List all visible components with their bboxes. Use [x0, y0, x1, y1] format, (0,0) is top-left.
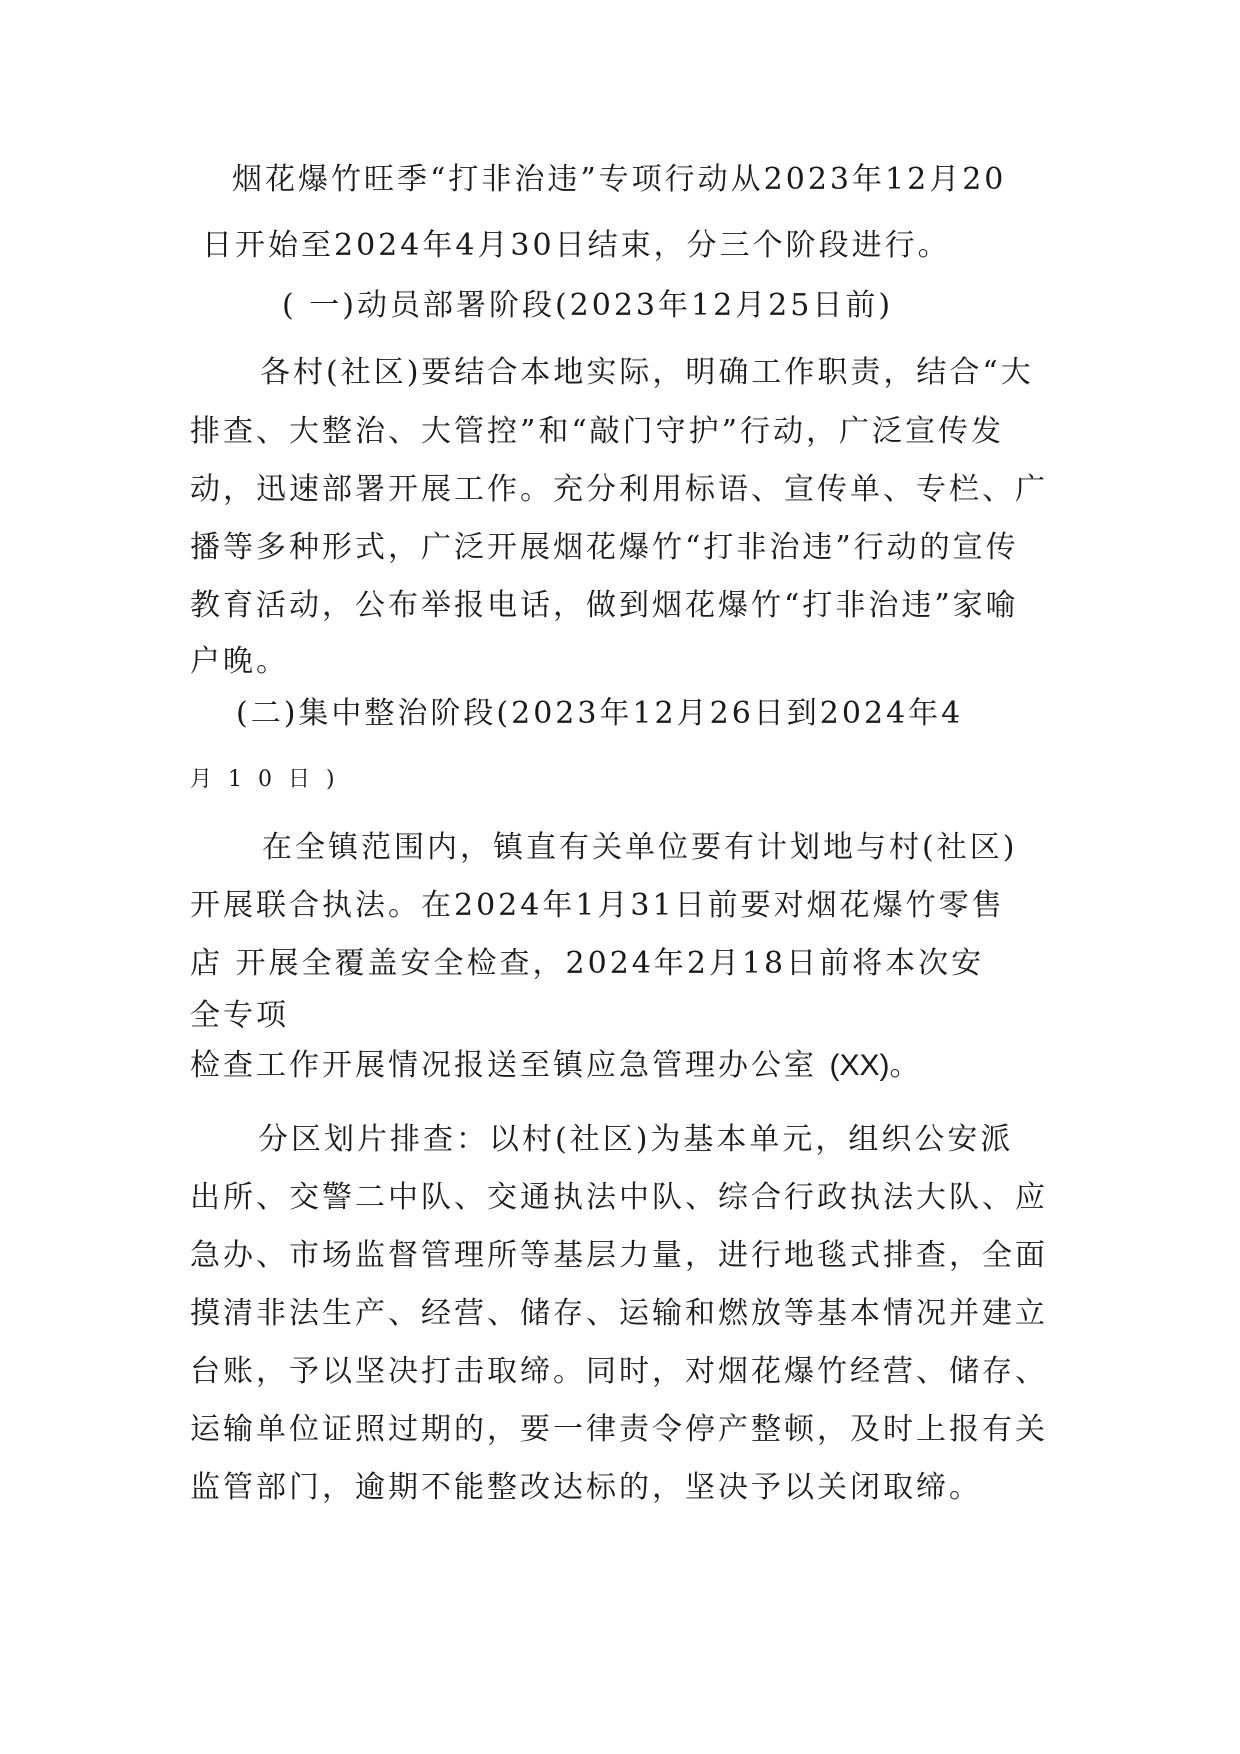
section-2-heading-line-1: (二)集中整治阶段(2023年12月26日到2024年4	[236, 696, 964, 731]
section-3-line-6: 运输单位证照过期的，要一律责令停产整顿，及时上报有关	[190, 1412, 1048, 1447]
section-2-line-4: 全专项	[190, 998, 289, 1033]
section-2-line-5-code: (XX)	[829, 1049, 890, 1082]
intro-line-2: 日开始至2024年4月30日结束，分三个阶段进行。	[202, 228, 951, 263]
intro-line-1: 烟花爆竹旺季“打非治违”专项行动从2023年12月20	[232, 162, 1007, 197]
section-1-line-4: 播等多种形式，广泛开展烟花爆竹“打非治违”行动的宣传	[190, 530, 1019, 565]
section-2-line-2: 开展联合执法。在2024年1月31日前要对烟花爆竹零售	[190, 888, 1005, 923]
section-1-line-5: 教育活动，公布举报电话，做到烟花爆竹“打非治违”家喻	[190, 588, 1019, 623]
section-2-line-5-end: 。	[889, 1048, 923, 1083]
section-3-line-5: 台账，予以坚决打击取缔。同时，对烟花爆竹经营、储存、	[190, 1354, 1048, 1389]
section-3-line-3: 急办、市场监督管理所等基层力量，进行地毯式排查，全面	[190, 1238, 1048, 1273]
section-2-line-3: 店 开展全覆盖安全检查，2024年2月18日前将本次安	[190, 946, 985, 981]
section-2-line-5-text: 检查工作开展情况报送至镇应急管理办公室	[190, 1048, 830, 1083]
section-3-line-7: 监管部门，逾期不能整改达标的，坚决予以关闭取缔。	[190, 1470, 982, 1505]
section-1-line-3: 动，迅速部署开展工作。充分利用标语、宣传单、专栏、广	[190, 472, 1048, 507]
section-3-line-2: 出所、交警二中队、交通执法中队、综合行政执法大队、应	[190, 1180, 1048, 1215]
section-2-line-5	[190, 1046, 923, 1086]
section-2-line-1: 在全镇范围内，镇直有关单位要有计划地与村(社区)	[262, 830, 1018, 865]
section-1-heading: ( 一)动员部署阶段(2023年12月25日前)	[282, 288, 894, 323]
section-3-line-1: 分区划片排查：以村(社区)为基本单元，组织公安派	[258, 1122, 1014, 1157]
section-1-line-1: 各村(社区)要结合本地实际，明确工作职责，结合“大	[260, 355, 1034, 390]
section-3-line-4: 摸清非法生产、经营、储存、运输和燃放等基本情况并建立	[190, 1296, 1048, 1331]
section-1-line-2: 排查、大整治、大管控”和“敲门守护”行动，广泛宣传发	[190, 414, 1005, 449]
section-1-line-6: 户晚。	[190, 644, 289, 679]
section-2-heading-line-2: 月10日)	[190, 767, 351, 792]
